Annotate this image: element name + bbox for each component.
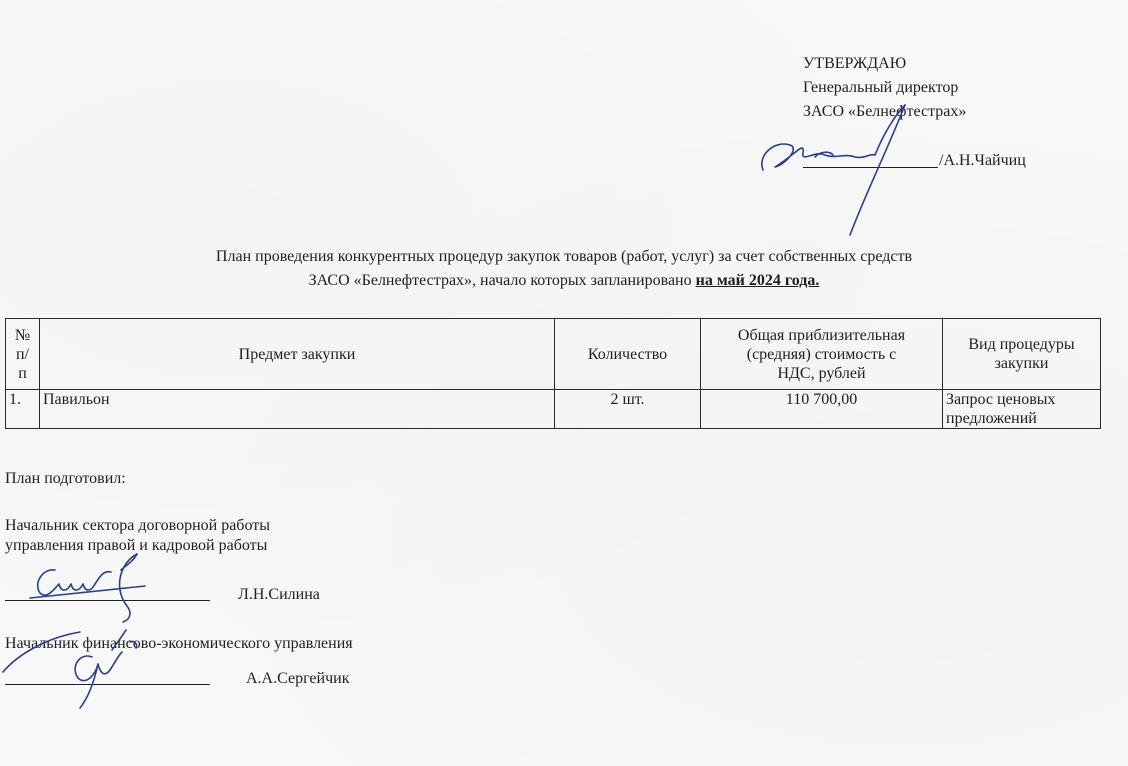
header-subject: Предмет закупки (40, 319, 555, 390)
document-title-line2 (0, 271, 1128, 290)
approval-position: Генеральный директор (803, 79, 959, 96)
header-procedure: Вид процедуры закупки (943, 319, 1101, 390)
preparer1-position-line1: Начальник сектора договорной работы (5, 517, 270, 534)
procurement-plan-table (5, 318, 1101, 429)
preparer2-name: А.А.Сергейчик (246, 670, 350, 687)
table-row (6, 390, 1101, 429)
header-quantity: Количество (555, 319, 701, 390)
approval-name: /А.Н.Чайчиц (939, 152, 1026, 169)
header-cost: Общая приблизительная (средняя) стоимость с НДС, рублей (701, 319, 943, 390)
director-signature (755, 95, 915, 245)
row-quantity: 2 шт. (555, 390, 701, 429)
preparer1-name: Л.Н.Силина (238, 586, 320, 603)
preparer2-signature (0, 612, 170, 722)
row-procedure: Запрос ценовых предложений (943, 390, 1101, 429)
row-cost: 110 700,00 (701, 390, 943, 429)
preparer1-position-line2: управления правой и кадровой работы (5, 537, 268, 554)
header-number: № п/ п (6, 319, 40, 390)
row-subject: Павильон (40, 390, 555, 429)
approval-title: УТВЕРЖДАЮ (803, 55, 907, 72)
row-number: 1. (6, 390, 40, 429)
document-title-line1: План проведения конкурентных процедур закупок товаров (работ, услуг) за счет собственных средств (215, 248, 913, 265)
document-title-prefix: ЗАСО «Белнефтестрах», начало которых запланировано (308, 272, 696, 289)
approval-organization: ЗАСО «Белнефтестрах» (803, 103, 967, 120)
document-title-period: на май 2024 года. (695, 272, 820, 289)
preparer2-position: Начальник финансово-экономического управления (5, 635, 353, 652)
table-header-row (6, 319, 1101, 390)
prepared-by-label: План подготовил: (5, 470, 126, 487)
